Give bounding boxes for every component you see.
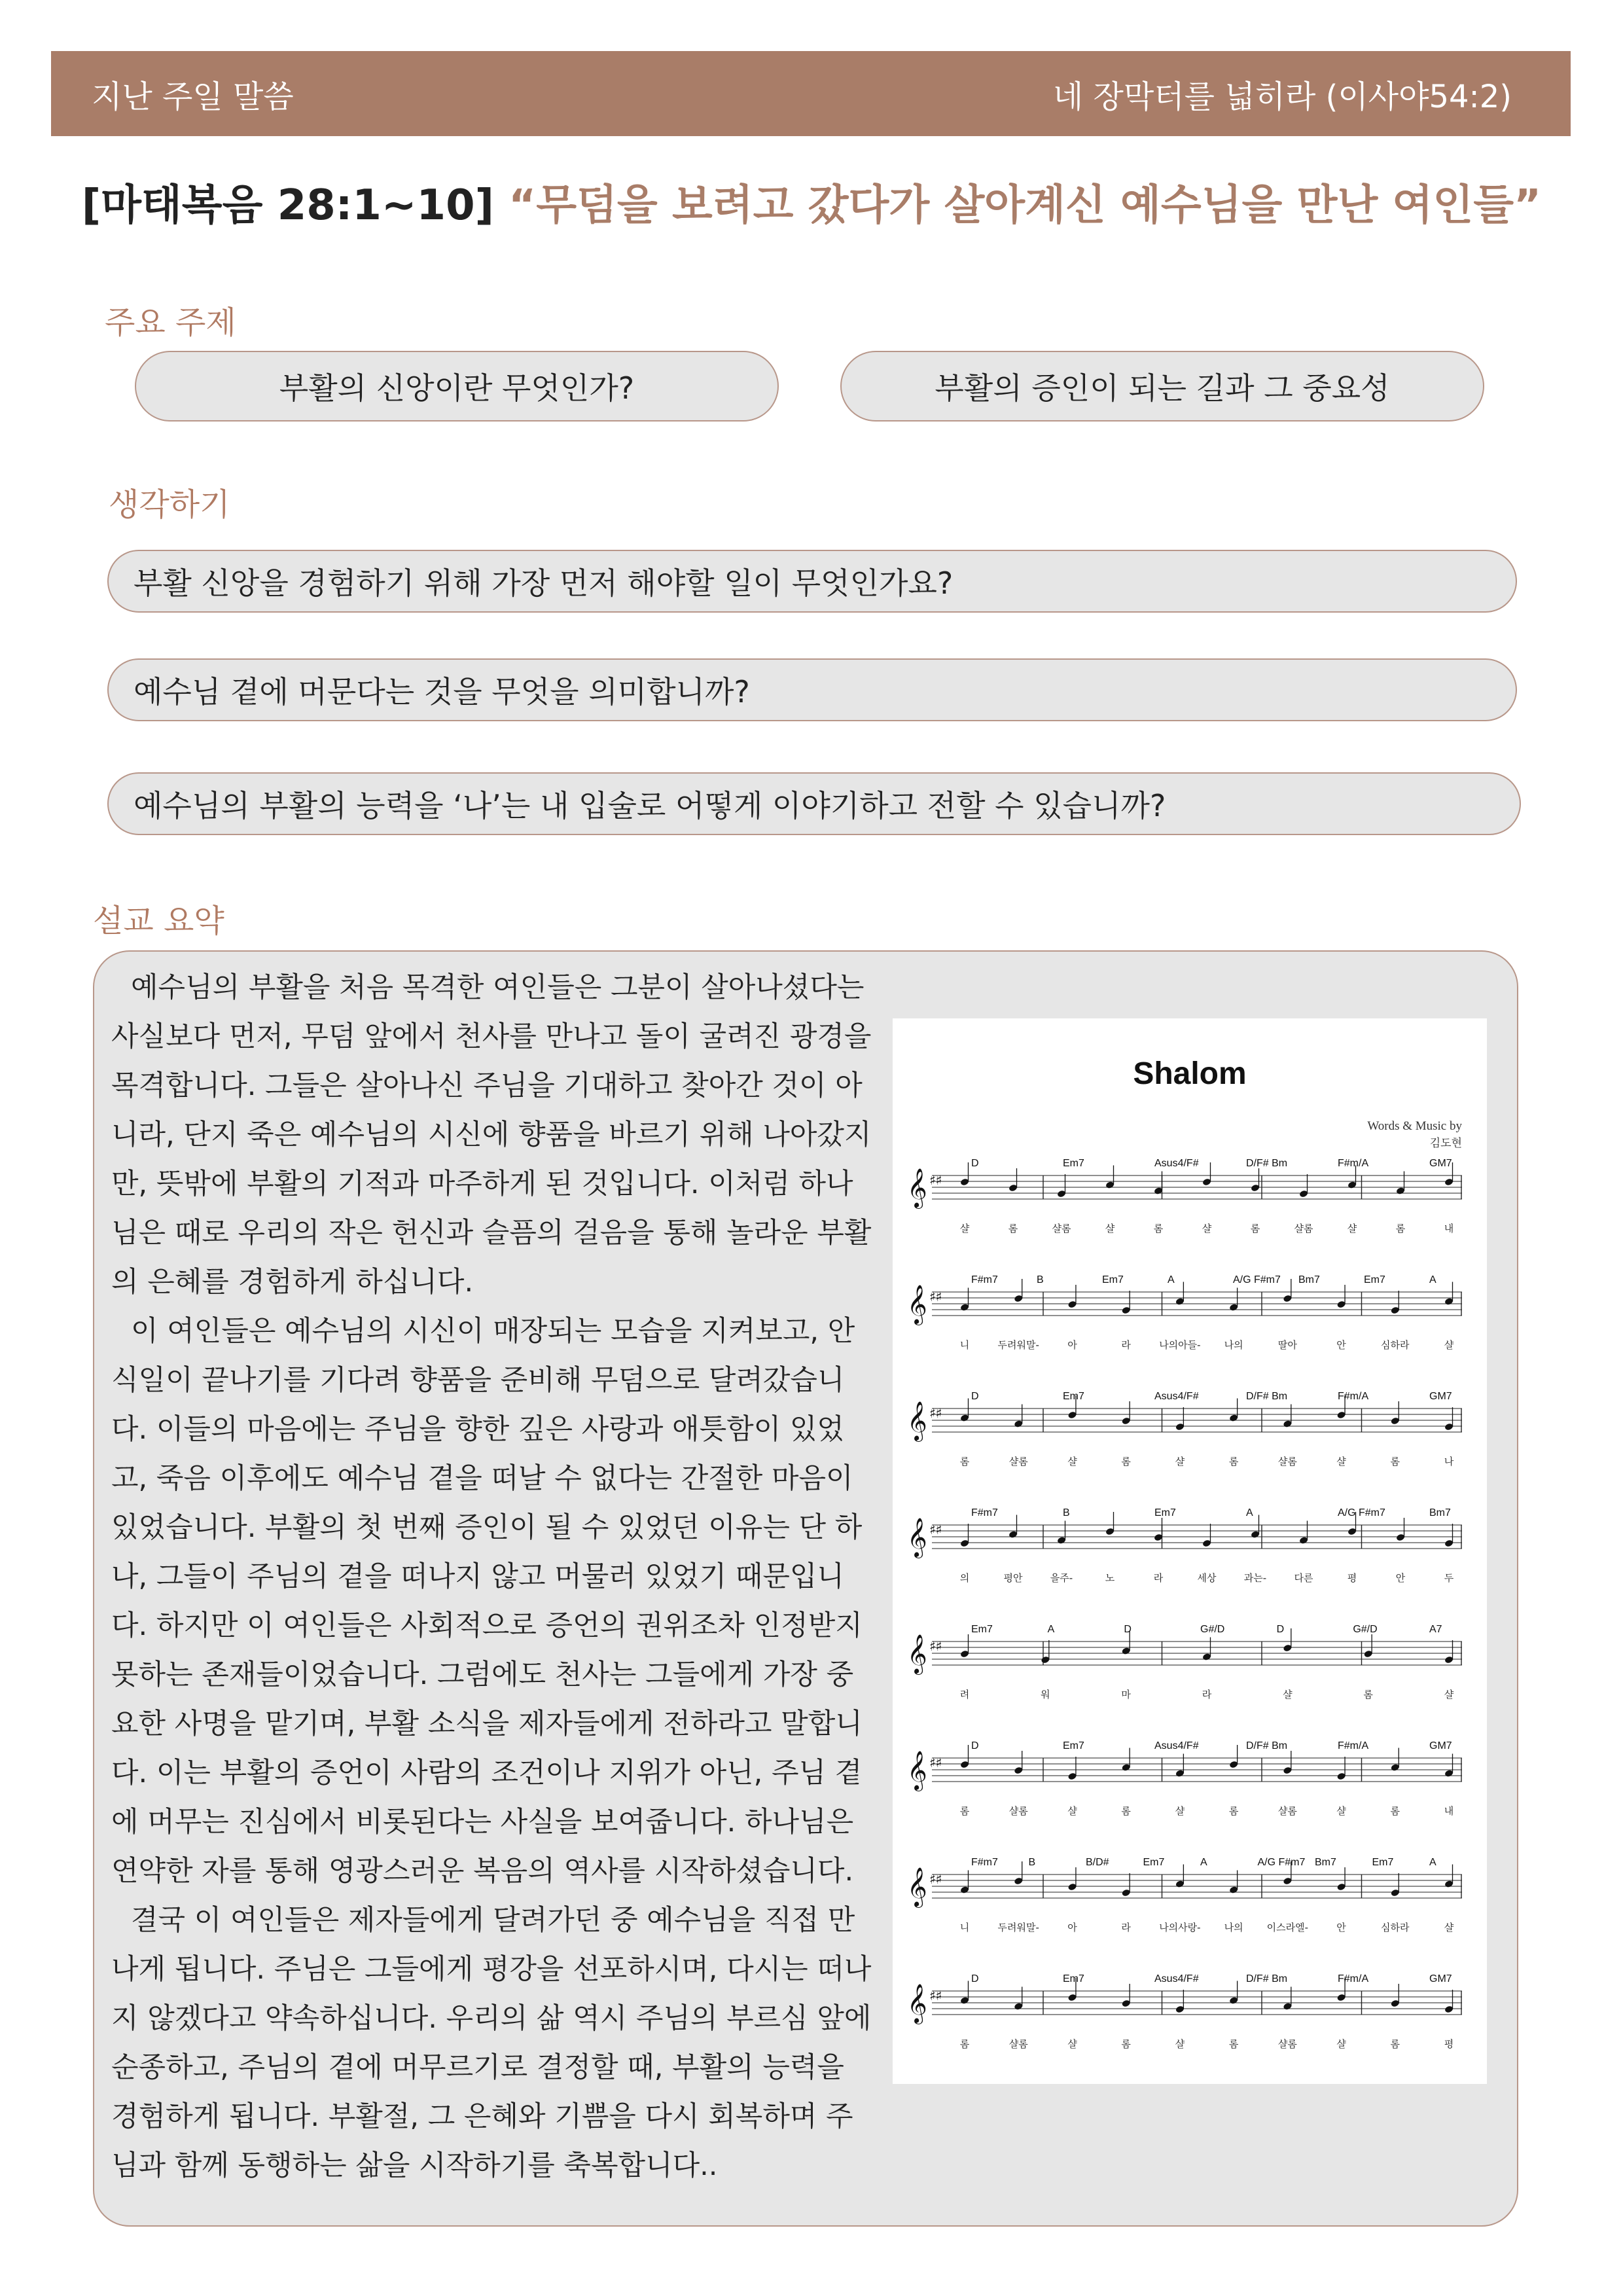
key-signature: ♯♯ xyxy=(929,1289,942,1304)
header-left-title: 지난 주일 말씀 xyxy=(92,78,294,115)
lyric-syllable: 샬 xyxy=(1347,1223,1357,1234)
lyric-syllable: 샬 xyxy=(1444,1922,1454,1933)
lyric-syllable: 과는- xyxy=(1243,1572,1267,1584)
lyric-syllable: 샬 xyxy=(1444,1689,1454,1700)
header-right-verse: 네 장막터를 넓히라 (이사야54:2) xyxy=(1052,78,1512,115)
lyric-syllable: 롬 xyxy=(1121,2038,1131,2050)
chord-symbol: F#m/A xyxy=(1338,1158,1369,1169)
chord-symbol: Em7 xyxy=(1372,1857,1394,1868)
lyric-syllable: 다른 xyxy=(1294,1572,1313,1584)
lyric-syllable: 롬 xyxy=(1008,1223,1018,1234)
question-text-2: 예수님 곁에 머문다는 것을 무엇을 의미합니까? xyxy=(134,674,750,709)
chord-symbol: Asus4/F# xyxy=(1154,1973,1199,1984)
chord-symbol: A xyxy=(1246,1507,1253,1518)
treble-clef-icon: 𝄞 xyxy=(907,1634,927,1674)
chord-symbol: A7 xyxy=(1429,1624,1442,1635)
key-signature: ♯♯ xyxy=(929,1988,942,2003)
chord-symbol: G#/D xyxy=(1353,1624,1378,1635)
lyric-syllable: 아 xyxy=(1067,1339,1077,1351)
chord-symbol: Asus4/F# xyxy=(1154,1391,1199,1402)
chord-symbol: F#m7 xyxy=(971,1507,998,1518)
lyric-syllable: 아 xyxy=(1067,1922,1077,1933)
lyric-syllable: 샬롬 xyxy=(1008,1456,1028,1467)
lyric-syllable: 샬롬 xyxy=(1008,1805,1028,1817)
chord-symbol: A xyxy=(1168,1274,1175,1285)
summary-text xyxy=(111,963,878,2191)
lyric-syllable: 샬 xyxy=(1067,1456,1077,1467)
lyric-syllable: 내 xyxy=(1444,1223,1454,1234)
key-signature: ♯♯ xyxy=(929,1638,942,1654)
treble-clef-icon: 𝄞 xyxy=(907,1285,927,1324)
chord-symbol: GM7 xyxy=(1429,1391,1452,1402)
chord-symbol: Em7 xyxy=(1102,1274,1124,1285)
lyric-syllable: 샬 xyxy=(1202,1223,1212,1234)
summary-paragraph-2: 이 여인들은 예수님의 시신이 매장되는 모습을 지켜보고, 안식일이 끝나기를 기다려 향품을 준비해 무덤으로 달려갔습니다. 이들의 마음에는 주님을 향한 깊은 사랑과 애틋함이 있었고, 죽음 이후에도 예수님 곁을 떠날 수 없다는 간절한 마음이 있었습니다. 부활의 첫 번째 증인이 될 수 있었던 이유는 단 하나, 그들이 주님의 곁을 떠나지 않고 머물러 있었기 때문입니다. 하지만 이 여인들은 사회적으로 증언의 권위조차 인정받지 못하는 존재들이었습니다. 그럼에도 천사는 그들에게 가장 중요한 사명을 맡기며, 부활 소식을 제자들에게 전하라고 말합니다. 이는 부활의 증언이 사람의 조건이나 지위가 아닌, 주님 곁에 머무는 진심에서 비롯된다는 사실을 보여줍니다. 하나님은 연약한 자를 통해 영광스러운 복음의 역사를 시작하셨습니다. xyxy=(111,1315,863,1888)
scripture-reference: [마태복음 28:1~10] xyxy=(81,181,494,230)
topic-text-1: 부활의 신앙이란 무엇인가? xyxy=(279,370,635,406)
lyric-syllable: 샬롬 xyxy=(1277,2038,1297,2050)
summary-paragraph-3: 결국 이 여인들은 제자들에게 달려가던 중 예수님을 직접 만나게 됩니다. 주님은 그들에게 평강을 선포하시며, 다시는 떠나지 않겠다고 약속하십니다. 우리의 삶 역시 주님의 부르심 앞에 순종하고, 주님의 곁에 머무르기로 결정할 때, 부활의 능력을 경험하게 됩니다. 부활절, 그 은혜와 기쁨을 다시 회복하며 주님과 함께 동행하는 삶을 시작하기를 축복합니다.. xyxy=(111,1904,872,2182)
lyric-syllable: 니 xyxy=(959,1339,970,1351)
question-text-1: 부활 신앙을 경험하기 위해 가장 먼저 해야할 일이 무엇인가요? xyxy=(134,565,954,601)
chord-symbol: F#m7 xyxy=(971,1857,998,1868)
lyric-syllable: 샬 xyxy=(1105,1223,1115,1234)
chord-symbol: A xyxy=(1429,1857,1436,1868)
lyric-syllable: 을주- xyxy=(1050,1572,1073,1584)
lyric-syllable: 샬 xyxy=(1444,1339,1454,1351)
summary-paragraph-1: 예수님의 부활을 처음 목격한 여인들은 그분이 살아나셨다는 사실보다 먼저, 무덤 앞에서 천사를 만나고 돌이 굴려진 광경을 목격합니다. 그들은 살아나신 주님을 기대하고 찾아간 것이 아니라, 단지 죽은 예수님의 시신에 향품을 바르기 위해 나아갔지만, 뜻밖에 부활의 기적과 마주하게 된 것입니다. 이처럼 하나님은 때로 우리의 작은 헌신과 슬픔의 걸음을 통해 놀라운 부활의 은혜를 경험하게 하십니다. xyxy=(111,971,872,1299)
lyric-syllable: 마 xyxy=(1121,1689,1131,1700)
lyric-syllable: 롬 xyxy=(1121,1805,1131,1817)
question-pill-3 xyxy=(107,772,1521,835)
treble-clef-icon: 𝄞 xyxy=(907,1867,927,1907)
lyric-syllable: 세상 xyxy=(1197,1572,1217,1584)
lyric-syllable: 두려워말- xyxy=(997,1339,1039,1351)
lyric-syllable: 노 xyxy=(1105,1572,1115,1584)
chord-symbol: D xyxy=(971,1740,979,1751)
lyric-syllable: 샬롬 xyxy=(1277,1805,1297,1817)
chord-symbol: Asus4/F# xyxy=(1154,1740,1199,1751)
lyric-syllable: 롬 xyxy=(1228,1456,1239,1467)
question-text-3: 예수님의 부활의 능력을 ‘나’는 내 입술로 어떻게 이야기하고 전할 수 있습니까? xyxy=(134,788,1166,823)
chord-symbol: B xyxy=(1028,1857,1036,1868)
treble-clef-icon: 𝄞 xyxy=(907,1168,927,1208)
lyric-syllable: 롬 xyxy=(1250,1223,1260,1234)
chord-symbol: Bm7 xyxy=(1315,1857,1336,1868)
lyric-syllable: 롬 xyxy=(1390,1805,1400,1817)
sheet-music xyxy=(893,1018,1487,2084)
lyric-syllable: 샬 xyxy=(1336,1456,1346,1467)
chord-symbol: G#/D xyxy=(1200,1624,1225,1635)
lyric-syllable: 나의 xyxy=(1224,1922,1243,1933)
lyric-syllable: 나의 xyxy=(1224,1339,1243,1351)
sheet-music-credit: Words & Music by xyxy=(1367,1119,1462,1133)
chord-symbol: F#m7 xyxy=(971,1274,998,1285)
chord-symbol: A/G F#m7 xyxy=(1257,1857,1306,1868)
lyric-syllable: 롬 xyxy=(959,1456,970,1467)
chord-symbol: Bm7 xyxy=(1429,1507,1451,1518)
lyric-syllable: 나의아들- xyxy=(1159,1339,1201,1351)
chord-symbol: A/G F#m7 xyxy=(1233,1274,1281,1285)
lyric-syllable: 롬 xyxy=(1395,1223,1406,1234)
chord-symbol: Asus4/F# xyxy=(1154,1158,1199,1169)
lyric-syllable: 샬롬 xyxy=(1277,1456,1297,1467)
chord-symbol: F#m/A xyxy=(1338,1740,1369,1751)
chord-symbol: GM7 xyxy=(1429,1973,1452,1984)
lyric-syllable: 롬 xyxy=(959,1805,970,1817)
lyric-syllable: 샬 xyxy=(1336,1805,1346,1817)
section-label-reflect: 생각하기 xyxy=(109,486,230,523)
lyric-syllable: 롬 xyxy=(1153,1223,1164,1234)
lyric-syllable: 샬 xyxy=(1175,2038,1185,2050)
lyric-syllable: 심하라 xyxy=(1381,1339,1410,1351)
lyric-syllable: 샬롬 xyxy=(1008,2038,1028,2050)
lyric-syllable: 롬 xyxy=(1390,1456,1400,1467)
lyric-syllable: 워 xyxy=(1041,1689,1050,1700)
chord-symbol: Em7 xyxy=(1063,1973,1084,1984)
section-label-summary: 설교 요약 xyxy=(93,903,224,939)
lyric-syllable: 안 xyxy=(1336,1922,1346,1933)
key-signature: ♯♯ xyxy=(929,1755,942,1770)
chord-symbol: A xyxy=(1429,1274,1436,1285)
chord-symbol: Em7 xyxy=(1143,1857,1165,1868)
lyric-syllable: 샬 xyxy=(959,1223,970,1234)
lyric-syllable: 샬 xyxy=(1283,1689,1293,1700)
chord-symbol: GM7 xyxy=(1429,1158,1452,1169)
topic-pill-1 xyxy=(135,351,779,422)
lyric-syllable: 니 xyxy=(959,1922,970,1933)
page-title xyxy=(0,171,1623,232)
sermon-title: “무덤을 보려고 갔다가 살아계신 예수님을 만난 여인들” xyxy=(508,181,1542,230)
chord-symbol: D xyxy=(971,1391,979,1402)
chord-symbol: Em7 xyxy=(1364,1274,1385,1285)
lyric-syllable: 나 xyxy=(1444,1456,1454,1467)
chord-symbol: D/F# Bm xyxy=(1246,1158,1288,1169)
chord-symbol: D xyxy=(971,1973,979,1984)
lyric-syllable: 평 xyxy=(1347,1572,1357,1584)
chord-symbol: B xyxy=(1037,1274,1044,1285)
chord-symbol: Em7 xyxy=(1063,1740,1084,1751)
key-signature: ♯♯ xyxy=(929,1871,942,1887)
chord-symbol: D xyxy=(971,1158,979,1169)
chord-symbol: Em7 xyxy=(1063,1158,1084,1169)
chord-symbol: A xyxy=(1200,1857,1207,1868)
chord-symbol: Em7 xyxy=(1063,1391,1084,1402)
chord-symbol: Em7 xyxy=(971,1624,993,1635)
lyric-syllable: 롬 xyxy=(1390,2038,1400,2050)
lyric-syllable: 평 xyxy=(1444,2038,1454,2050)
chord-symbol: GM7 xyxy=(1429,1740,1452,1751)
chord-symbol: B/D# xyxy=(1086,1857,1109,1868)
lyric-syllable: 나의사랑- xyxy=(1159,1922,1201,1933)
question-pill-2 xyxy=(107,658,1517,721)
lyric-syllable: 롬 xyxy=(1121,1456,1131,1467)
lyric-syllable: 두 xyxy=(1444,1572,1454,1584)
lyric-syllable: 롬 xyxy=(1228,2038,1239,2050)
lyric-syllable: 샬롬 xyxy=(1294,1223,1313,1234)
lyric-syllable: 려 xyxy=(959,1689,970,1700)
header-bar xyxy=(51,51,1571,136)
chord-symbol: B xyxy=(1063,1507,1070,1518)
lyric-syllable: 샬롬 xyxy=(1052,1223,1071,1234)
key-signature: ♯♯ xyxy=(929,1522,942,1537)
chord-symbol: F#m/A xyxy=(1338,1973,1369,1984)
lyric-syllable: 샬 xyxy=(1067,1805,1077,1817)
lyric-syllable: 두려워말- xyxy=(997,1922,1039,1933)
lyric-syllable: 내 xyxy=(1444,1805,1454,1817)
chord-symbol: A/G F#m7 xyxy=(1338,1507,1385,1518)
lyric-syllable: 샬 xyxy=(1175,1456,1185,1467)
key-signature: ♯♯ xyxy=(929,1405,942,1421)
lyric-syllable: 샬 xyxy=(1067,2038,1077,2050)
lyric-syllable: 롬 xyxy=(1228,1805,1239,1817)
question-pill-1 xyxy=(107,550,1517,613)
lyric-syllable: 의 xyxy=(959,1572,970,1584)
lyric-syllable: 샬 xyxy=(1175,1805,1185,1817)
treble-clef-icon: 𝄞 xyxy=(907,1518,927,1557)
chord-symbol: D/F# Bm xyxy=(1246,1973,1288,1984)
chord-symbol: D/F# Bm xyxy=(1246,1391,1288,1402)
lyric-syllable: 라 xyxy=(1121,1339,1131,1351)
lyric-syllable: 라 xyxy=(1121,1922,1131,1933)
chord-symbol: Bm7 xyxy=(1298,1274,1320,1285)
lyric-syllable: 라 xyxy=(1153,1572,1164,1584)
chord-symbol: Em7 xyxy=(1154,1507,1176,1518)
lyric-syllable: 라 xyxy=(1202,1689,1212,1700)
lyric-syllable: 샬 xyxy=(1336,2038,1346,2050)
topic-text-2: 부활의 증인이 되는 길과 그 중요성 xyxy=(935,370,1390,406)
topic-pill-2 xyxy=(840,351,1484,422)
lyric-syllable: 안 xyxy=(1395,1572,1406,1584)
key-signature: ♯♯ xyxy=(929,1172,942,1188)
lyric-syllable: 이스라엘- xyxy=(1266,1922,1309,1933)
treble-clef-icon: 𝄞 xyxy=(907,1984,927,2023)
sheet-music-title: Shalom xyxy=(1133,1056,1247,1091)
section-label-main-topic: 주요 주제 xyxy=(105,304,236,341)
treble-clef-icon: 𝄞 xyxy=(907,1401,927,1441)
chord-symbol: F#m/A xyxy=(1338,1391,1369,1402)
chord-symbol: D/F# Bm xyxy=(1246,1740,1288,1751)
lyric-syllable: 롬 xyxy=(959,2038,970,2050)
lyric-syllable: 평안 xyxy=(1003,1572,1023,1584)
treble-clef-icon: 𝄞 xyxy=(907,1751,927,1790)
lyric-syllable: 롬 xyxy=(1363,1689,1373,1700)
chord-symbol: A xyxy=(1047,1624,1055,1635)
lyric-syllable: 딸아 xyxy=(1277,1339,1297,1351)
chord-symbol: D xyxy=(1124,1624,1132,1635)
sheet-music-composer: 김도현 xyxy=(1429,1137,1462,1150)
lyric-syllable: 안 xyxy=(1336,1339,1346,1351)
chord-symbol: D xyxy=(1276,1624,1285,1635)
lyric-syllable: 심하라 xyxy=(1381,1922,1410,1933)
sheet-music-graphic xyxy=(893,1018,1487,2084)
